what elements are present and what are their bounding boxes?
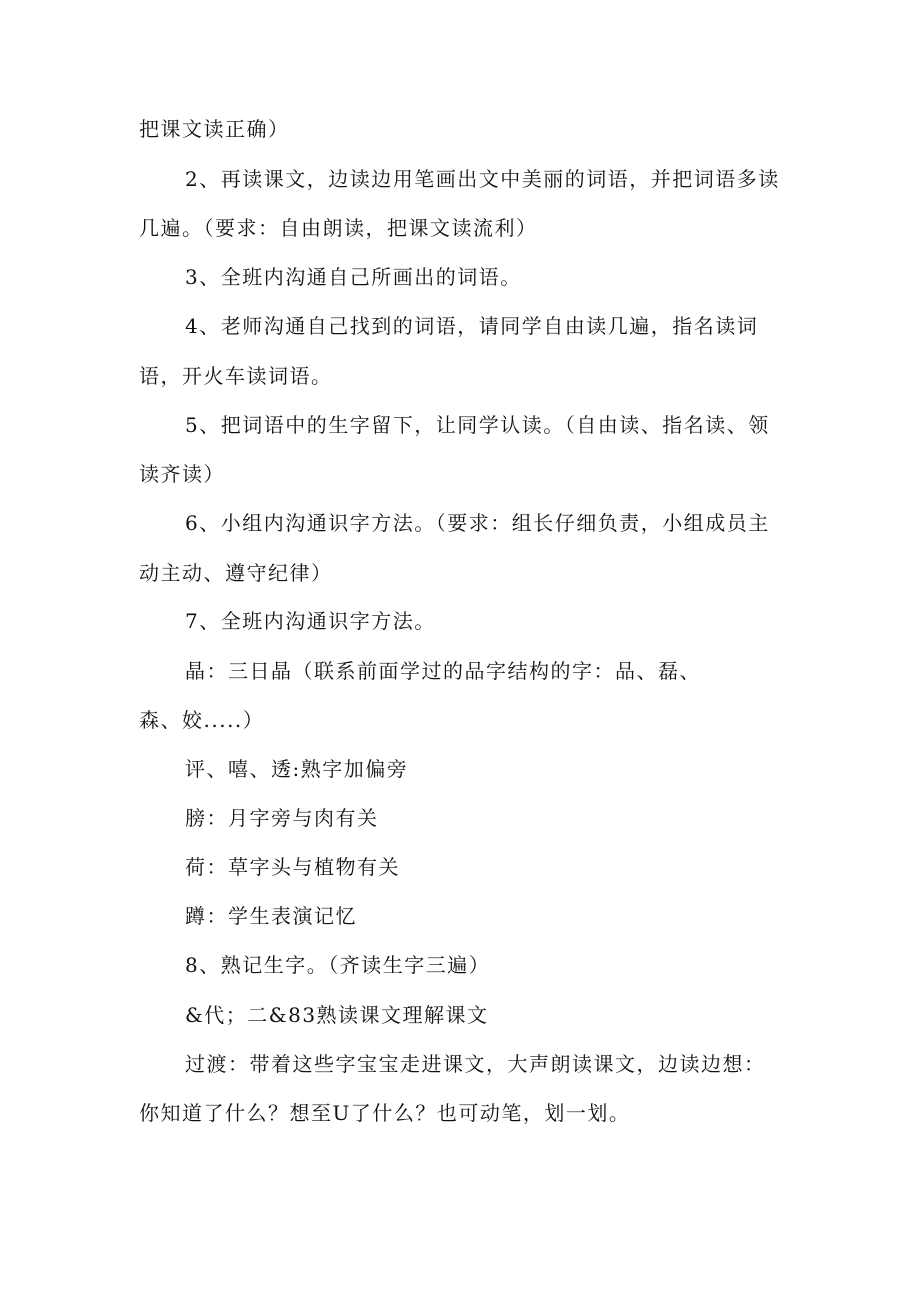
text-line: 8、熟记生字。（齐读生字三遍）: [185, 953, 491, 977]
text-line: 过渡：带着这些字宝宝走进课文，大声朗读课文，边读边想：: [185, 1052, 766, 1076]
text-line: &代；二&83熟读课文理解课文: [185, 1003, 489, 1027]
text-line: 5、把词语中的生字留下，让同学认读。（自由读、指名读、领: [185, 413, 770, 437]
text-line: 荷：草字头与植物有关: [185, 855, 400, 879]
text-line: 4、老师沟通自己找到的词语，请同学自由读几遍，指名读词: [185, 314, 759, 338]
text-line: 6、小组内沟通识字方法。（要求：组长仔细负责，小组成员主: [185, 511, 770, 535]
text-line: 你知道了什么？想至U了什么？也可动笔，划一划。: [139, 1101, 631, 1125]
text-line: 7、全班内沟通识字方法。: [185, 609, 436, 633]
text-line: 评、嘻、透:熟字加偏旁: [185, 757, 409, 781]
text-line: 几遍。（要求：自由朗读，把课文读流利）: [139, 216, 538, 240]
text-line: 把课文读正确）: [139, 117, 290, 141]
text-line: 蹲：学生表演记忆: [185, 904, 357, 928]
text-line: 读齐读）: [139, 462, 225, 486]
text-line: 2、再读课文，边读边用笔画出文中美丽的词语，并把词语多读: [185, 167, 780, 191]
text-line: 语，开火车读词语。: [139, 364, 333, 388]
text-line: 晶：三日晶（联系前面学过的品字结构的字：品、磊、: [185, 659, 701, 683]
text-line: 森、姣.....）: [139, 708, 265, 732]
text-line: 膀：月字旁与肉有关: [185, 806, 379, 830]
text-line: 3、全班内沟通自己所画出的词语。: [185, 265, 522, 289]
text-line: 动主动、遵守纪律）: [139, 561, 333, 585]
